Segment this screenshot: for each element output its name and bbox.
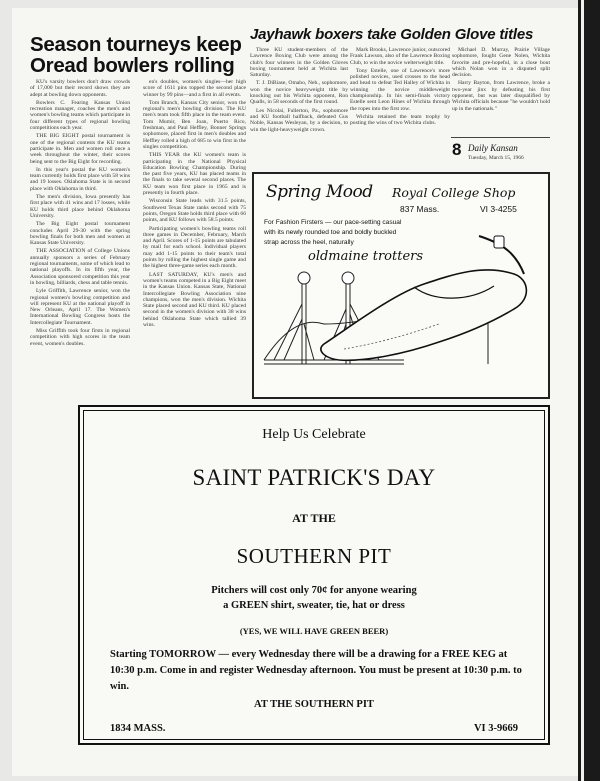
bowling-headline: Season tourneys keep Oread bowlers rolling	[30, 33, 242, 77]
ad-lead: Help Us Celebrate	[262, 427, 366, 442]
shop-name: Royal College Shop	[392, 185, 516, 200]
shop-phone: VI 3-4255	[480, 204, 517, 214]
article-paragraph: T. J. DiBiase, Omaho, Neb., sophomore, won the novice heavyweight title by knocking out his Wichita opponent, Ron Qualls, in 58 seconds of the first round.	[250, 80, 348, 106]
article-paragraph: THE ASSOCIATION of College Unions annually sponsors a series of February regional tournaments, some of which lead to national playoffs. In its fifth year, the Association sponsored competition this year in bowling, billiards, chess and table tennis.	[30, 248, 130, 286]
shop-ad-copy: For Fashion Firsters — our pace-setting casual with its newly rounded toe and boldly buckled strap across the heel, naturally	[264, 219, 402, 246]
brand-name: oldmaine trotters	[308, 249, 424, 264]
article-paragraph: THIS YEAR the KU women's team is participating in the National Physical Education Bowling Championship. During the past five years, KU has placed teams in the finals to take several second places. The KU team won first place in 1965 and is presently in fourth place.	[143, 152, 246, 197]
page-number: 8	[452, 140, 462, 159]
boxing-column-2	[350, 47, 450, 167]
bowling-column-1	[30, 79, 130, 425]
article-paragraph: Bowlers C. Fearing Kansas Union recreation manager, coaches the men's and women's bowling teams which participate in four different types of regional bowling competitions each year.	[30, 99, 130, 132]
pit-address: 1834 MASS.	[110, 723, 166, 734]
article-paragraph: Tom Branch, Kansas City senior, won the regional's men's bowling division. The KU men's team took fifth place in the team event. Tom Mumir, Ben Joan, Puerto Rico, freshman, and Paul Heffley, Bonner Springs sophomore, placed first in men's doubles and Heffley rolled a high of 685 to win first in the singles competition.	[143, 99, 246, 150]
article-paragraph: Wichita retained the team trophy by posting the wins of two Wichita clubs.	[350, 113, 450, 127]
venue-name: SOUTHERN PIT	[236, 544, 392, 568]
ad-tagline: Spring Mood	[266, 182, 373, 202]
shop-advertisement	[252, 172, 550, 399]
page-edge-strip	[581, 0, 584, 781]
article-paragraph: Mark Brooks, Lawrence junior, outscored Frank Lawson, also of the Lawrence Boxing Club, to win the novice welterweight title.	[350, 47, 450, 66]
article-paragraph: KU's varsity bowlers don't draw crowds of 17,000 but their record shows they are adept at bowling down opponents.	[30, 79, 130, 98]
offer-line-1: Pitchers will cost only 70¢ for anyone wearing	[211, 585, 417, 596]
article-paragraph: Les Nicolai, Fullerton, Pa., sophomore and KU football halfback, defeated Gus Noble, Kansas Wesleyan, by a decision, to win the light-heavyweight crown.	[250, 107, 348, 133]
event-title: SAINT PATRICK'S DAY	[192, 465, 436, 490]
offer-line-2: a GREEN shirt, sweater, tie, hat or dress	[223, 600, 405, 611]
article-paragraph: LAST SATURDAY, KU's men's and women's teams competed in a Big Eight meet in the Kansas Union. Kansas State, National Intercollegiate Bowling Association nine champions, won the men's division. Wichita State placed second and KU third. KU placed second in the women's division with 38 wins behind Oklahoma State which tallied 39 wins.	[143, 271, 246, 328]
page-edge	[578, 0, 600, 781]
article-paragraph: Three KU student-members of the Lawrence Boxing Club were among the club's four winners in the Golden Gloves boxing tournament held at Wichita last Saturday.	[250, 47, 348, 79]
paper-name: Daily Kansan	[468, 143, 518, 153]
article-paragraph: Tony Estelle, one of Lawrence's more polished novices, used crosses to the head and head to defeat Ted Halley of Wichita in winning the novice middleweight championship. In his semi-finals victory Estelle sent Leon Hines of Wichita through the ropes into the first row.	[350, 67, 450, 112]
article-paragraph: THE BIG EIGHT postal tournament is one of the regional contests the KU teams participate in. Men and women roll once a week throughout the winter, their scores being sent to the Big Eight for recording.	[30, 133, 130, 165]
ad-inner-border	[83, 410, 545, 740]
at-the-pit-label: AT THE SOUTHERN PIT	[254, 699, 374, 710]
pit-phone: VI 3-9669	[473, 723, 518, 734]
article-paragraph: Michael D. Murray, Prairie Village sophomore, fought Gene Nolen, Wichita favorite and pre-hopeful, in a close bout which Nolan won in a disputed split decision.	[452, 47, 550, 79]
at-the-label: AT THE	[292, 511, 336, 525]
southern-pit-advertisement	[78, 405, 550, 745]
column-divider	[451, 137, 550, 138]
boxing-column-1	[250, 47, 348, 167]
boxing-column-3	[452, 47, 550, 117]
issue-date: Tuesday, March 15, 1966	[468, 155, 524, 161]
keg-drawing-text: Starting TOMORROW — every Wednesday there will be a drawing for a FREE KEG at 10:30 p.m. Come in and register Wednesday afternoon. You must be present at 10:30 p.m. to win.	[110, 649, 522, 692]
article-paragraph: en's doubles, women's singles—her high score of 1611 pins topped the second place winner by 99 pins—and a first in all events.	[143, 79, 246, 98]
shop-address: 837 Mass.	[400, 204, 440, 214]
offer-text	[84, 583, 544, 613]
article-paragraph: Participating women's bowling teams roll three games in December, February, March and April. Scores of 1-15 points are tabulated by mail for each school. Individual players may add 1-15 points to their team's total points by rolling the highest single game and the highest three-game series each month.	[143, 225, 246, 270]
article-paragraph: Lyle Griffith, Lawrence senior, won the regional women's bowling competition and will represent KU at the national playoff in New Orleans, April 17. The Women's International Bowling Congress hosts the Intercollegiate Tournament.	[30, 288, 130, 326]
article-paragraph: The Big Eight postal tournament concludes April 29-30 with the spring bowling finals for both men and women at Kansas State University.	[30, 221, 130, 247]
article-paragraph: Harry Bayton, from Lawrence, broke a two-year jinx by defeating his first opponent, but was later disqualified by Wichita officials because "he wouldn't hold up in the nationals."	[452, 80, 550, 112]
bowling-column-2	[143, 79, 246, 425]
article-paragraph: Miss Griffith took four firsts in regional competition with high scores in the team event, women's doubles.	[30, 327, 130, 347]
article-paragraph: The men's division, Iowa presently has first place with 41 wins and 17 losses, while KU holds third place behind Oklahoma University.	[30, 194, 130, 219]
page-folio	[452, 140, 550, 166]
article-paragraph: In this year's postal the KU women's team currently holds first place with 58 wins and 19 losses. Oklahoma State is in second place with Oklahoma in third.	[30, 166, 130, 192]
green-beer-note: (YES, WE WILL HAVE GREEN BEER)	[239, 626, 389, 636]
boxing-headline: Jayhawk boxers take Golden Glove titles	[250, 26, 534, 43]
article-paragraph: Wisconsin State leads with 31.5 points, Southwest Texas State ranks second with 75 points, Oregon State holds third place with 66 points, and KU follows with 58.5 points.	[143, 198, 246, 224]
